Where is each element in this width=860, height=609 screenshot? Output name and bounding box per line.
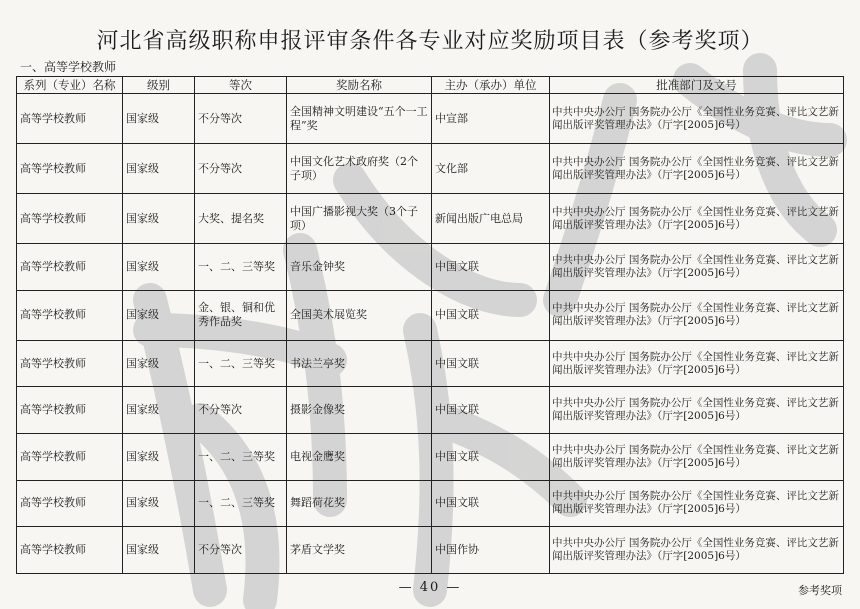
cell-series: 高等学校教师 xyxy=(17,94,123,144)
cell-grade: 不分等次 xyxy=(195,144,287,194)
cell-series: 高等学校教师 xyxy=(17,434,123,481)
cell-level: 国家级 xyxy=(123,527,195,574)
cell-series: 高等学校教师 xyxy=(17,527,123,574)
cell-series: 高等学校教师 xyxy=(17,144,123,194)
cell-grade: 一、二、三等奖 xyxy=(195,480,287,527)
table-row xyxy=(17,434,844,481)
cell-level: 国家级 xyxy=(123,387,195,434)
page-number: — 40 — xyxy=(398,580,462,595)
table-row xyxy=(17,244,844,291)
cell-approval: 中共中央办公厅 国务院办公厅《全国性业务竞赛、评比文艺新闻出版评奖管理办法》（厅字[2005]6号） xyxy=(550,480,844,527)
cell-approval: 中共中央办公厅 国务院办公厅《全国性业务竞赛、评比文艺新闻出版评奖管理办法》（厅字[2005]6号） xyxy=(550,434,844,481)
cell-award: 中国文化艺术政府奖（2个子项） xyxy=(287,144,432,194)
cell-organizer: 中国作协 xyxy=(432,527,550,574)
cell-series: 高等学校教师 xyxy=(17,290,123,340)
cell-grade: 金、银、铜和优秀作品奖 xyxy=(195,290,287,340)
cell-series: 高等学校教师 xyxy=(17,387,123,434)
awards-table xyxy=(16,76,844,574)
cell-organizer: 中国文联 xyxy=(432,387,550,434)
cell-grade: 大奖、提名奖 xyxy=(195,194,287,244)
section-heading: 一、高等学校教师 xyxy=(20,60,117,74)
cell-approval: 中共中央办公厅 国务院办公厅《全国性业务竞赛、评比文艺新闻出版评奖管理办法》（厅字[2005]6号） xyxy=(550,387,844,434)
cell-level: 国家级 xyxy=(123,340,195,387)
cell-approval: 中共中央办公厅 国务院办公厅《全国性业务竞赛、评比文艺新闻出版评奖管理办法》（厅字[2005]6号） xyxy=(550,340,844,387)
cell-award: 中国广播影视大奖（3个子项） xyxy=(287,194,432,244)
footer-label: 参考奖项 xyxy=(798,584,842,597)
cell-approval: 中共中央办公厅 国务院办公厅《全国性业务竞赛、评比文艺新闻出版评奖管理办法》（厅字[2005]6号） xyxy=(550,290,844,340)
cell-approval: 中共中央办公厅 国务院办公厅《全国性业务竞赛、评比文艺新闻出版评奖管理办法》（厅字[2005]6号） xyxy=(550,244,844,291)
cell-organizer: 新闻出版广电总局 xyxy=(432,194,550,244)
header-grade: 等次 xyxy=(195,77,287,94)
cell-series: 高等学校教师 xyxy=(17,480,123,527)
cell-level: 国家级 xyxy=(123,94,195,144)
cell-level: 国家级 xyxy=(123,144,195,194)
cell-organizer: 中国文联 xyxy=(432,244,550,291)
cell-organizer: 文化部 xyxy=(432,144,550,194)
cell-series: 高等学校教师 xyxy=(17,244,123,291)
cell-organizer: 中国文联 xyxy=(432,480,550,527)
cell-grade: 不分等次 xyxy=(195,387,287,434)
cell-award: 音乐金钟奖 xyxy=(287,244,432,291)
cell-grade: 不分等次 xyxy=(195,527,287,574)
cell-level: 国家级 xyxy=(123,434,195,481)
cell-grade: 一、二、三等奖 xyxy=(195,434,287,481)
header-award: 奖励名称 xyxy=(287,77,432,94)
cell-level: 国家级 xyxy=(123,480,195,527)
cell-series: 高等学校教师 xyxy=(17,340,123,387)
cell-grade: 一、二、三等奖 xyxy=(195,340,287,387)
cell-approval: 中共中央办公厅 国务院办公厅《全国性业务竞赛、评比文艺新闻出版评奖管理办法》（厅字[2005]6号） xyxy=(550,194,844,244)
cell-organizer: 中国文联 xyxy=(432,340,550,387)
table-header-row xyxy=(17,77,844,94)
cell-award: 书法兰亭奖 xyxy=(287,340,432,387)
header-level: 级别 xyxy=(123,77,195,94)
cell-approval: 中共中央办公厅 国务院办公厅《全国性业务竞赛、评比文艺新闻出版评奖管理办法》（厅字[2005]6号） xyxy=(550,94,844,144)
cell-award: 摄影金像奖 xyxy=(287,387,432,434)
cell-award: 茅盾文学奖 xyxy=(287,527,432,574)
cell-grade: 一、二、三等奖 xyxy=(195,244,287,291)
table-row xyxy=(17,527,844,574)
cell-organizer: 中国文联 xyxy=(432,434,550,481)
header-organizer: 主办（承办）单位 xyxy=(432,77,550,94)
cell-approval: 中共中央办公厅 国务院办公厅《全国性业务竞赛、评比文艺新闻出版评奖管理办法》（厅字[2005]6号） xyxy=(550,144,844,194)
table-row xyxy=(17,94,844,144)
table-row xyxy=(17,387,844,434)
cell-organizer: 中宣部 xyxy=(432,94,550,144)
cell-level: 国家级 xyxy=(123,244,195,291)
cell-level: 国家级 xyxy=(123,290,195,340)
cell-award: 全国精神文明建设“五个一工程”奖 xyxy=(287,94,432,144)
table-row xyxy=(17,144,844,194)
header-series: 系列（专业）名称 xyxy=(17,77,123,94)
cell-organizer: 中国文联 xyxy=(432,290,550,340)
table-row xyxy=(17,194,844,244)
table-row xyxy=(17,340,844,387)
cell-award: 舞蹈荷花奖 xyxy=(287,480,432,527)
page-title: 河北省高级职称申报评审条件各专业对应奖励项目表（参考奖项） xyxy=(96,29,764,54)
cell-award: 电视金鹰奖 xyxy=(287,434,432,481)
cell-approval: 中共中央办公厅 国务院办公厅《全国性业务竞赛、评比文艺新闻出版评奖管理办法》（厅字[2005]6号） xyxy=(550,527,844,574)
table-row xyxy=(17,290,844,340)
table-row xyxy=(17,480,844,527)
cell-award: 全国美术展览奖 xyxy=(287,290,432,340)
cell-level: 国家级 xyxy=(123,194,195,244)
header-approval: 批准部门及文号 xyxy=(550,77,844,94)
cell-grade: 不分等次 xyxy=(195,94,287,144)
cell-series: 高等学校教师 xyxy=(17,194,123,244)
